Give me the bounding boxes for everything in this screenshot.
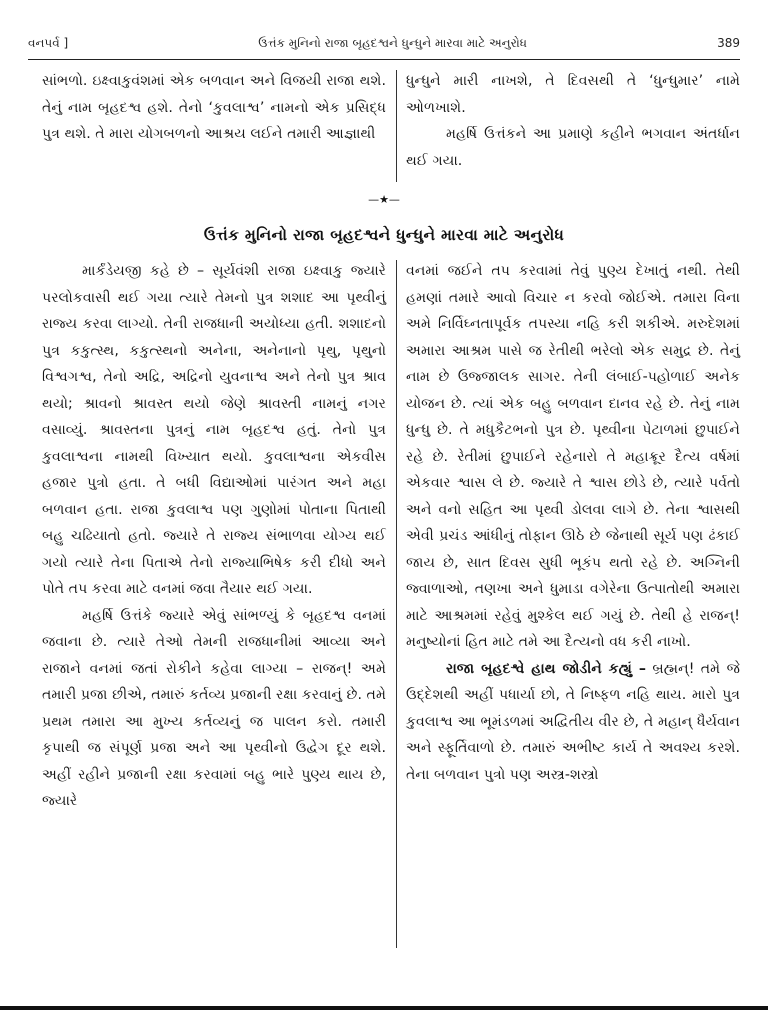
bottom-rule (0, 1006, 768, 1010)
top-column-divider (396, 70, 397, 182)
top-right-column (406, 68, 740, 174)
left-paragraph-1: માર્કંડેયજી કહે છે – સૂર્યવંશી રાજા ઇક્ષ્વાકુ જ્યારે પરલોકવાસી થઈ ગયા ત્યારે તેમનો પુત્ર શશાદ આ પૃથ્વીનું રાજ્ય કરવા લાગ્યો. તેની રાજધાની અયોધ્યા હતી. શશાદનો પુત્ર કકુત્સ્થ, કકુત્સ્થનો અનેના, અનેનાનો પૃથુ, પૃથુનો વિશ્વગશ્વ, તેનો અદ્રિ, અદ્રિનો યુવનાશ્વ અને તેનો પુત્ર શ્રાવ થયો; શ્રાવનો શ્રાવસ્ત થયો જેણે શ્રાવસ્તી નામનું નગર વસાવ્યું. શ્રાવસ્તના પુત્રનું નામ બૃહદશ્વ હતું. તેનો પુત્ર કુવલાશ્વના નામથી વિખ્યાત થયો. કુવલાશ્વના એકવીસ હજાર પુત્રો હતા. તે બધી વિદ્યાઓમાં પારંગત અને મહા બળવાન હતા. રાજા કુવલાશ્વ પણ ગુણોમાં પોતાના પિતાથી બહુ ચઢિયાતો હતો. જ્યારે તે રાજ્ય સંભાળવા યોગ્ય થઈ ગયો ત્યારે તેના પિતાએ તેનો રાજ્યાભિષેક કરી દીધો અને પોતે તપ કરવા માટે વનમાં જવા તૈયાર થઈ ગયા. (42, 263, 386, 597)
page-number: 389 (717, 36, 740, 50)
right-paragraph-1: વનમાં જઈને તપ કરવામાં તેવું પુણ્ય દેખાતું નથી. તેથી હમણાં તમારે આવો વિચાર ન કરવો જોઈએ. તમારા વિના અમે નિર્વિઘ્નતાપૂર્વક તપસ્યા નહિ કરી શકીએ. મરુદેશમાં અમારા આશ્રમ પાસે જ રેતીથી ભરેલો એક સમુદ્ર છે. તેનું નામ છે ઉજ્જાલક સાગર. તેની લંબાઈ-પહોળાઈ અનેક યોજન છે. ત્યાં એક બહુ બળવાન દાનવ રહે છે. તેનું નામ ધુન્ધુ છે. તે મધુકૈટભનો પુત્ર છે. પૃથ્વીના પેટાળમાં છુપાઈને રહે છે. રેતીમાં છુપાઈને રહેનારો તે મહાક્રૂર દૈત્ય વર્ષમાં એકવાર શ્વાસ લે છે. જ્યારે તે શ્વાસ છોડે છે, ત્યારે પર્વતો અને વનો સહિત આ પૃથ્વી ડોલવા લાગે છે. તેના શ્વાસથી એવી પ્રચંડ આંધીનું તોફાન ઊઠે છે જેનાથી સૂર્ય પણ ઢંકાઈ જાય છે, સાત દિવસ સુધી ભૂકંપ થતો રહે છે. અગ્નિની જ્વાળાઓ, તણખા અને ધુમાડા વગેરેના ઉત્પાતોથી અમારા માટે આશ્રમમાં રહેવું મુશ્કેલ થઈ ગયું છે. તેથી હે રાજન્! મનુષ્યોનાં હિત માટે તમે આ દૈત્યનો વધ કરી નાખો. (406, 263, 740, 650)
header-title: ઉત્તંક મુનિનો રાજા બૃહદશ્વને ધુન્ધુને મારવા માટે અનુરોધ (258, 35, 528, 50)
top-left-text: સાંભળો. ઇક્ષ્વાકુવંશમાં એક બળવાન અને વિજયી રાજા થશે. તેનું નામ બૃહદશ્વ હશે. તેનો ‘કુવલાશ્વ’ નામનો એક પ્રસિદ્ધ પુત્ર થશે. તે મારા યોગબળનો આશ્રય લઈને તમારી આજ્ઞાથી (42, 73, 386, 142)
top-left-column (42, 68, 386, 148)
top-right-text-1: ધુન્ધુને મારી નાખશે, તે દિવસથી તે ‘ધુન્ધુમાર’ નામે ઓળખાશે. (406, 73, 740, 116)
section-separator: —★— (368, 193, 400, 206)
header-left: વનપર્વ ] (28, 35, 69, 50)
right-paragraph-2-lead: રાજા બૃહદશ્વે હાથ જોડીને કહ્યું – (446, 660, 646, 677)
main-left-column (42, 258, 386, 815)
left-paragraph-2: મહર્ષિ ઉત્તંકે જ્યારે એવું સાંભળ્યું કે બૃહદશ્વ વનમાં જવાના છે. ત્યારે તેઓ તેમની રાજધાનીમાં આવ્યા અને રાજાને વનમાં જતાં રોકીને કહેવા લાગ્યા – રાજન્! અમે તમારી પ્રજા છીએ, તમારું કર્તવ્ય પ્રજાની રક્ષા કરવાનું છે. તમે પ્રથમ તમારા આ મુખ્ય કર્તવ્યનું જ પાલન કરો. તમારી કૃપાથી જ સંપૂર્ણ પ્રજા અને આ પૃથ્વીનો ઉદ્વેગ દૂર થશે. અહીં રહીને પ્રજાની રક્ષા કરવામાં બહુ ભારે પુણ્ય થાય છે, જ્યારે (42, 607, 386, 809)
top-right-text-2: મહર્ષિ ઉત્તંકને આ પ્રમાણે કહીને ભગવાન અંતર્ધાન થઈ ગયા. (406, 126, 740, 169)
main-right-column (406, 258, 740, 788)
running-header (28, 30, 740, 56)
main-column-divider (396, 260, 397, 948)
header-rule (28, 59, 740, 60)
right-paragraph-2 (406, 656, 740, 789)
section-heading: ઉત્તંક મુનિનો રાજા બૃહદશ્વને ધુન્ધુને મારવા માટે અનુરોધ (203, 226, 565, 244)
right-paragraph-2-text: બ્રહ્મન્! તમે જે ઉદ્દેશથી અહીં પધાર્યા છો, તે નિષ્ફળ નહિ થાય. મારો પુત્ર કુવલાશ્વ આ ભૂમંડળમાં અદ્વિતીય વીર છે, તે મહાન્ ધૈર્યવાન અને સ્ફૂર્તિવાળો છે. તમારું અભીષ્ટ કાર્ય તે અવશ્ય કરશે. તેના બળવાન પુત્રો પણ અસ્ત્ર-શસ્ત્રો (406, 660, 741, 783)
